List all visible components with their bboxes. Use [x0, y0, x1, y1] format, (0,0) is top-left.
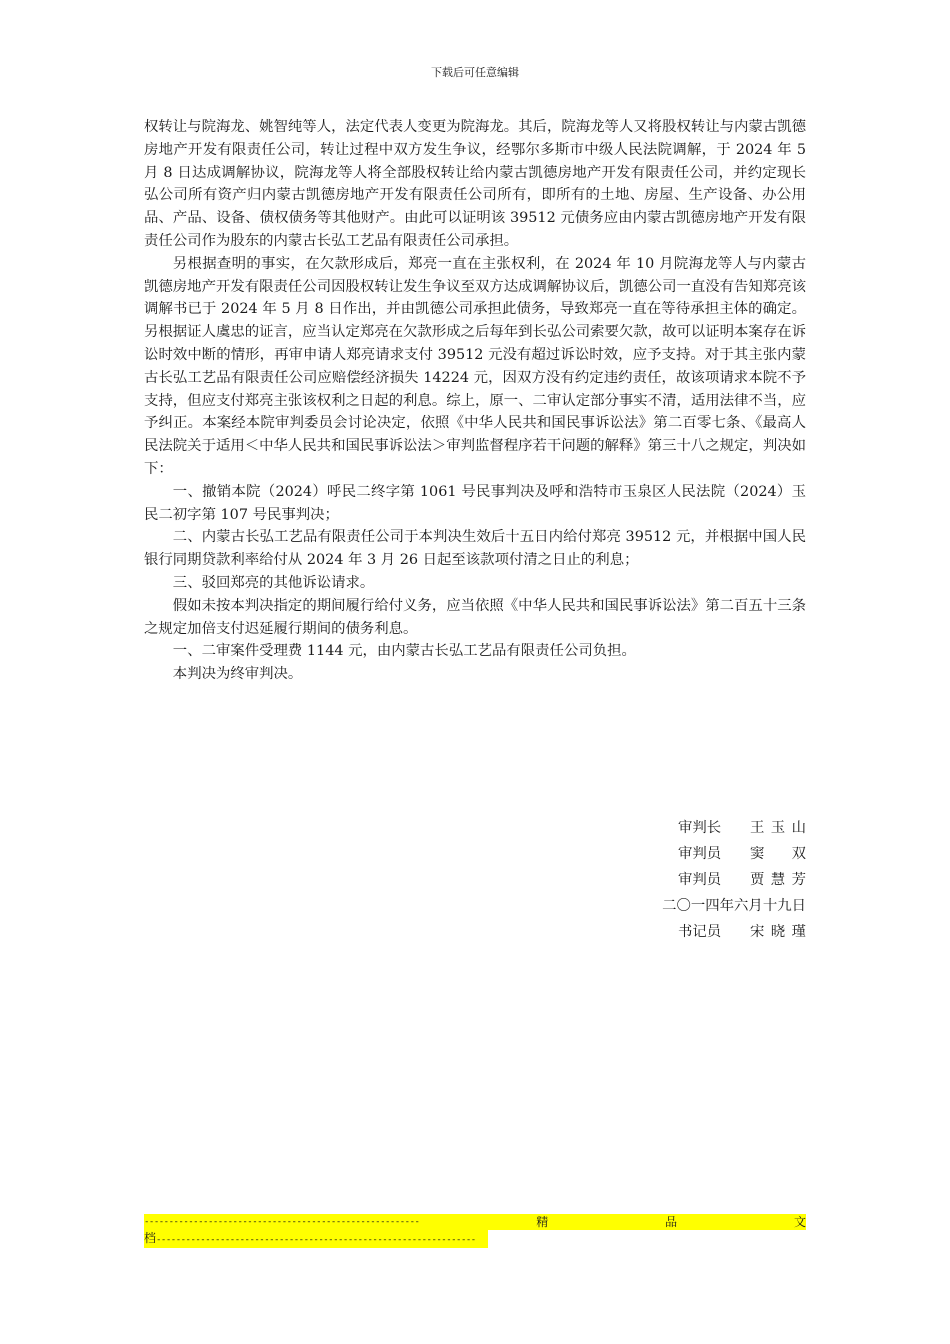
signature-block: [560, 815, 806, 945]
page-footer: [144, 1214, 806, 1252]
footer-char: 精: [536, 1215, 549, 1229]
paragraph-final-judgment: 本判决为终审判决。: [172, 666, 303, 683]
signature-role: 审判员: [678, 846, 722, 862]
signature-row-clerk: [560, 919, 806, 945]
paragraph-equity-transfer: 权转让与院海龙、姚智纯等人，法定代表人变更为院海龙。其后，院海龙等人又将股权转让与内蒙古凯德房地产开发有限责任公司，转让过程中双方发生争议，经鄂尔多斯市中级人民法院调解，于 2024 年 5 月 8 日达成调解协议，院海龙等人将全部股权转让给内蒙古凯德房地产开发有限责任公司，并约定现长弘公司所有资产归内蒙古凯德房地产开发有限责任公司所有，即所有的土地、房屋、生产设备、办公用品、产品、设备、债权债务等其他财产。由此可以证明该 39512 元债务应由内蒙古凯德房地产开发有限责任公司作为股东的内蒙古长弘工艺品有限责任公司承担。: [144, 119, 806, 249]
footer-highlight-line-2: [144, 1230, 488, 1248]
signature-row-presiding-judge: [560, 815, 806, 841]
paragraph-late-payment: 假如未按本判决指定的期间履行给付义务，应当依照《中华人民共和国民事诉讼法》第二百五十三条之规定加倍支付迟延履行期间的债务利息。: [144, 597, 806, 637]
paragraph-ruling-1: 一、撤销本院（2024）呼民二终字第 1061 号民事判决及呼和浩特市玉泉区人民法院（2024）玉民二初字第 107 号民事判决；: [144, 483, 806, 523]
footer-dashes: --------------------------------------------------------: [144, 1217, 420, 1227]
signature-name: 贾慧芳: [750, 872, 806, 888]
page-header: 下载后可任意编辑: [431, 66, 519, 79]
paragraph-court-fees: 一、二审案件受理费 1144 元，由内蒙古长弘工艺品有限责任公司负担。: [172, 643, 636, 660]
footer-dashes: -----------------------------------------------------------------: [156, 1235, 476, 1245]
signature-row-judge-1: [560, 841, 806, 867]
signature-name: 窦 双: [750, 846, 806, 862]
signature-role: 审判长: [678, 820, 722, 836]
signature-role: 书记员: [678, 924, 722, 940]
signature-name: 王玉山: [750, 820, 806, 836]
paragraph-ruling-2: 二、内蒙古长弘工艺品有限责任公司于本判决生效后十五日内给付郑亮 39512 元，并根据中国人民银行同期贷款利率给付从 2024 年 3 月 26 日起至该款项付清之日止的利息；: [144, 529, 806, 569]
judgment-date-row: [560, 893, 806, 919]
footer-highlight-line: [144, 1214, 806, 1230]
judgment-body: [144, 116, 806, 686]
signature-name: 宋晓瑾: [750, 924, 806, 940]
footer-char: 文: [793, 1215, 806, 1229]
footer-char: 档: [144, 1231, 157, 1245]
signature-role: 审判员: [678, 872, 722, 888]
paragraph-findings: 另根据查明的事实，在欠款形成后，郑亮一直在主张权利，在 2024 年 10 月院海龙等人与内蒙古凯德房地产开发有限责任公司因股权转让发生争议至双方达成调解协议后，凯德公司一直没有告知郑亮该调解书已于 2024 年 5 月 8 日作出，并由凯德公司承担此债务，导致郑亮一直在等待承担主体的确定。另根据证人虞忠的证言，应当认定郑亮在欠款形成之后每年到长弘公司索要欠款，故可以证明本案存在诉讼时效中断的情形，再审申请人郑亮请求支付 39512 元没有超过诉讼时效，应予支持。对于其主张内蒙古长弘工艺品有限责任公司应赔偿经济损失 14224 元，因双方没有约定违约责任，故该项请求本院不予支持，但应支付郑亮主张该权利之日起的利息。综上，原一、二审认定部分事实不清，适用法律不当，应予纠正。本案经本院审判委员会讨论决定，依照《中华人民共和国民事诉讼法》第二百零七条、《最高人民法院关于适用＜中华人民共和国民事诉讼法＞审判监督程序若干问题的解释》第三十八之规定，判决如下：: [144, 255, 806, 477]
paragraph-ruling-3: 三、驳回郑亮的其他诉讼请求。: [172, 574, 375, 591]
judgment-date: 二〇一四年六月十九日: [662, 898, 806, 914]
footer-char: 品: [665, 1215, 678, 1229]
signature-row-judge-2: [560, 867, 806, 893]
